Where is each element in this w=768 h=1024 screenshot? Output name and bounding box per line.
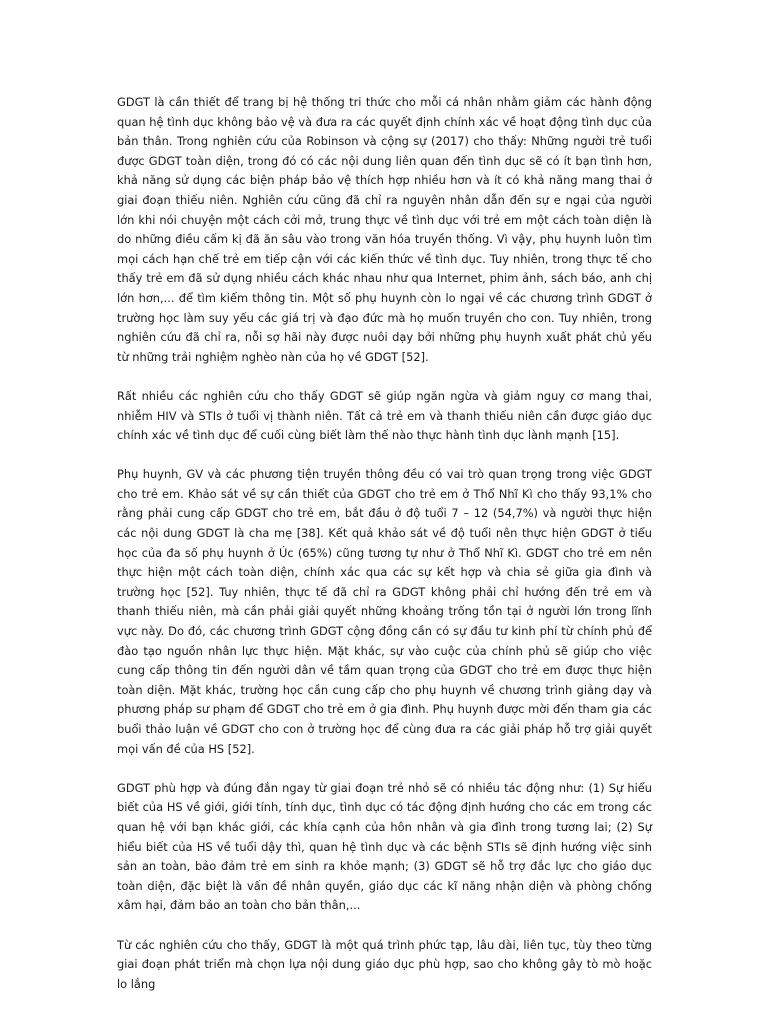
paragraph-3: Phụ huynh, GV và các phương tiện truyền thông đều có vai trò quan trọng trong việc GDGT cho trẻ em. Khảo sát về sự cần thiết của GDGT cho trẻ em ở Thổ Nhĩ Kì cho thấy 93,1% cho rằng phải cung cấp GDGT cho trẻ em, bắt đầu ở độ tuổi 7 – 12 (54,7%) và người thực hiện các nội dung GDGT là cha mẹ [38]. Kết quả khảo sát về độ tuổi nên thực hiện GDGT ở tiểu học của đa số phụ huynh ở Úc (65%) cũng tương tự như ở Thổ Nhĩ Kì. GDGT cho trẻ em nên thực hiện một cách toàn diện, chính xác qua các sự kết hợp và chia sẻ giữa gia đình và trường học [52]. Tuy nhiên, thực tế đã chỉ ra GDGT không phải chỉ hướng đến trẻ em và thanh thiếu niên, mà cần phải giải quyết những khoảng trống tồn tại ở người lớn trong lĩnh vực này. Do đó, các chương trình GDGT cộng đồng cần có sự đầu tư kinh phí từ chính phủ để đào tạo nguồn nhân lực thực hiện. Mặt khác, sự vào cuộc của chính phủ sẽ giúp cho việc cung cấp thông tin đến người dân về tầm quan trọng của GDGT cho trẻ em được thực hiện toàn diện. Mặt khác, trường học cần cung cấp cho phụ huynh về chương trình giảng dạy và phương pháp sư phạm để GDGT cho trẻ em ở gia đình. Phụ huynh được mời đến tham gia các buổi thảo luận về GDGT cho con ở trường học để cùng đưa ra các giải pháp hỗ trợ giải quyết mọi vấn đề của HS [52]. (117, 467, 652, 756)
paragraph-1: GDGT là cần thiết để trang bị hệ thống tri thức cho mỗi cá nhân nhằm giảm các hành động quan hệ tình dục không bảo vệ và đưa ra các quyết định chính xác về hoạt động tình dục của bản thân. Trong nghiên cứu của Robinson và cộng sự (2017) cho thấy: Những người trẻ tuổi được GDGT toàn diện, trong đó có các nội dung liên quan đến tình dục sẽ có ít bạn tình hơn, khả năng sử dụng các biện pháp bảo vệ thích hợp nhiều hơn và ít có khả năng mang thai ở giai đoạn thiếu niên. Nghiên cứu cũng đã chỉ ra nguyên nhân dẫn đến sự e ngại của người lớn khi nói chuyện một cách cởi mở, trung thực về tình dục với trẻ em một cách toàn diện là do những điều cấm kị đã ăn sâu vào trong văn hóa truyền thống. Vì vậy, phụ huynh luôn tìm mọi cách hạn chế trẻ em tiếp cận với các kiến thức về tình dục. Tuy nhiên, trong thực tế cho thấy trẻ em đã sử dụng nhiều cách khác nhau như qua Internet, phim ảnh, sách báo, anh chị lớn hơn,... để tìm kiếm thông tin. Một số phụ huynh còn lo ngại về các chương trình GDGT ở trường học làm suy yếu các giá trị và đạo đức mà họ muốn truyền cho con. Tuy nhiên, trong nghiên cứu đã chỉ ra, nỗi sợ hãi này được nuôi dạy bởi những phụ huynh xuất phát chủ yếu từ những trải nghiệm nghèo nàn của họ về GDGT [52]. (117, 95, 652, 364)
document-page (117, 93, 652, 994)
paragraph-5: Từ các nghiên cứu cho thấy, GDGT là một quá trình phức tạp, lâu dài, liên tục, tùy theo từng giai đoạn phát triển mà chọn lựa nội dung giáo dục phù hợp, sao cho không gây tò mò hoặc lo lắng (117, 937, 652, 991)
paragraph-2: Rất nhiều các nghiên cứu cho thấy GDGT sẽ giúp ngăn ngừa và giảm nguy cơ mang thai, nhiễm HIV và STIs ở tuổi vị thành niên. Tất cả trẻ em và thanh thiếu niên cần được giáo dục chính xác về tình dục để cuối cùng biết làm thế nào thực hành tình dục lành mạnh [15]. (117, 388, 652, 443)
paragraph-4: GDGT phù hợp và đúng đắn ngay từ giai đoạn trẻ nhỏ sẽ có nhiều tác động như: (1) Sự hiểu biết của HS về giới, giới tính, tính dục, tình dục có tác động định hướng cho các em trong các quan hệ với bạn khác giới, các khía cạnh của hôn nhân và gia đình trong tương lai; (2) Sự hiểu biết của HS về tuổi dậy thì, quan hệ tình dục và các bệnh STIs sẽ định hướng việc sinh sản an toàn, bảo đảm trẻ em sinh ra khỏe mạnh; (3) GDGT sẽ hỗ trợ đắc lực cho giáo dục toàn diện, đặc biệt là vấn đề nhân quyền, giáo dục các kĩ năng nhận diện và phòng chống xâm hại, đảm bảo an toàn cho bản thân,... (117, 780, 652, 913)
